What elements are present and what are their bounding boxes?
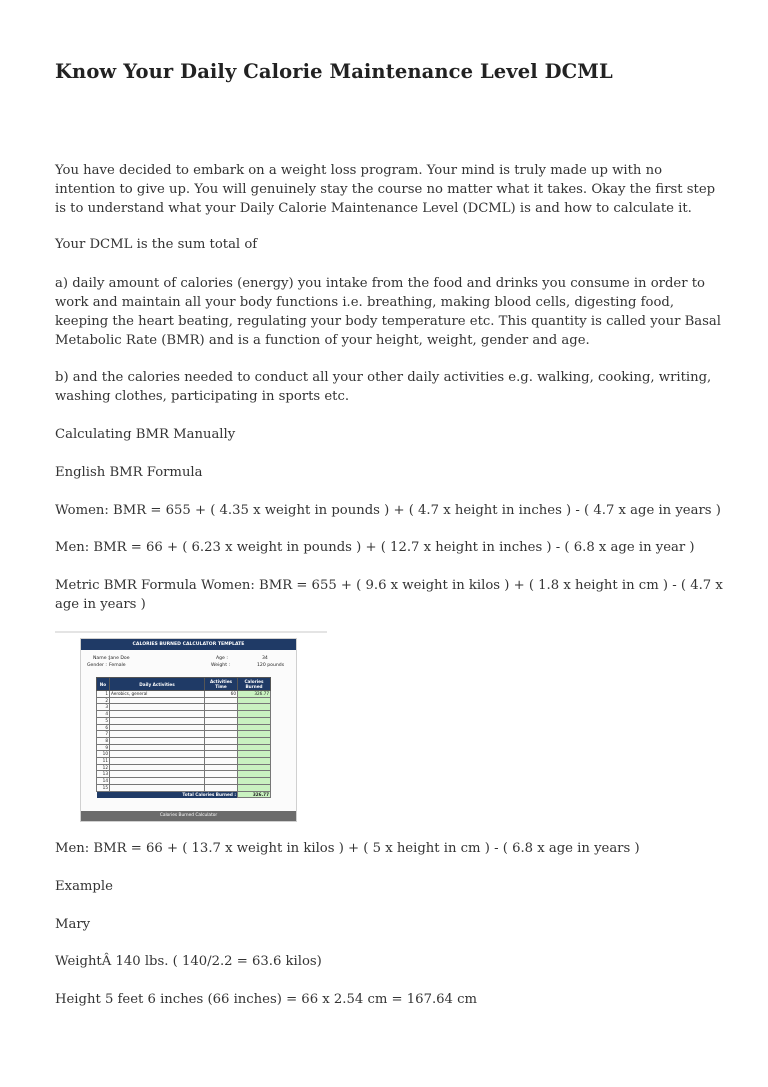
time-cell — [205, 751, 238, 758]
table-row — [97, 697, 271, 704]
activity-cell — [110, 778, 205, 785]
row-number: 4 — [97, 711, 110, 718]
calories-cell — [238, 758, 271, 765]
activity-cell — [110, 771, 205, 778]
col-activity-header: Daily Activities — [110, 678, 205, 691]
time-cell — [205, 711, 238, 718]
activity-cell — [110, 697, 205, 704]
table-row — [97, 731, 271, 738]
time-cell — [205, 784, 238, 791]
row-number: 9 — [97, 744, 110, 751]
row-number: 8 — [97, 737, 110, 744]
bmr-definition-paragraph: a) daily amount of calories (energy) you intake from the food and drinks you consume in order to work and maintain all your body functions i.e. breathing, making blood cells, digesting food, keeping the heart beating, regulating your body temperature etc. This quantity is called your Basal Metabolic Rate (BMR) and is a function of your height, weight, gender and age. — [55, 276, 721, 348]
calculating-bmr-heading: Calculating BMR Manually — [55, 427, 236, 442]
table-row — [97, 751, 271, 758]
time-cell — [205, 731, 238, 738]
activity-cell — [110, 764, 205, 771]
table-row — [97, 724, 271, 731]
example-heading: Example — [55, 879, 113, 894]
weight-label: Weight : — [211, 663, 231, 668]
activity-cell — [110, 724, 205, 731]
gender-label: Gender : — [87, 663, 107, 668]
calories-calculator-figure — [55, 628, 327, 823]
time-cell: 60 — [205, 691, 238, 698]
row-number: 14 — [97, 778, 110, 785]
activity-cell — [110, 751, 205, 758]
weight-value: 120 pounds — [257, 663, 285, 668]
row-number: 2 — [97, 697, 110, 704]
table-row — [97, 744, 271, 751]
name-label: Name : — [93, 656, 110, 661]
row-number: 7 — [97, 731, 110, 738]
name-value: Jane Doe — [109, 656, 130, 661]
row-number: 5 — [97, 717, 110, 724]
row-number: 1 — [97, 691, 110, 698]
activity-cell — [110, 704, 205, 711]
calories-cell — [238, 771, 271, 778]
activity-cell — [110, 784, 205, 791]
row-number: 11 — [97, 758, 110, 765]
row-number: 15 — [97, 784, 110, 791]
page-title: Know Your Daily Calorie Maintenance Level DCML — [55, 60, 613, 83]
calories-cell — [238, 778, 271, 785]
calories-cell — [238, 704, 271, 711]
calories-cell — [238, 697, 271, 704]
activities-paragraph: b) and the calories needed to conduct all your other daily activities e.g. walking, cooking, writing, washing clothes, participating in sports etc. — [55, 370, 712, 404]
row-number: 12 — [97, 764, 110, 771]
time-cell — [205, 704, 238, 711]
english-formula-heading: English BMR Formula — [55, 465, 203, 480]
calories-cell — [238, 784, 271, 791]
spreadsheet-image — [80, 638, 297, 822]
time-cell — [205, 744, 238, 751]
metric-women-formula: Metric BMR Formula Women: BMR = 655 + ( 9.6 x weight in kilos ) + ( 1.8 x height in cm ) - ( 4.7 x age in years ) — [55, 578, 723, 612]
time-cell — [205, 758, 238, 765]
calories-cell — [238, 711, 271, 718]
table-row — [97, 778, 271, 785]
col-time-header: Activities Time — [205, 678, 238, 691]
table-row — [97, 737, 271, 744]
total-label: Total Calories Burned : — [110, 791, 238, 798]
activity-cell — [110, 731, 205, 738]
time-cell — [205, 764, 238, 771]
table-row — [97, 704, 271, 711]
activity-cell — [110, 711, 205, 718]
example-height: Height 5 feet 6 inches (66 inches) = 66 x 2.54 cm = 167.64 cm — [55, 992, 478, 1007]
row-number: 3 — [97, 704, 110, 711]
dcml-sum-paragraph: Your DCML is the sum total of — [55, 237, 258, 252]
calories-cell — [238, 737, 271, 744]
metric-men-formula: Men: BMR = 66 + ( 13.7 x weight in kilos ) + ( 5 x height in cm ) - ( 6.8 x age in years ) — [55, 841, 640, 856]
spreadsheet-header: CALORIES BURNED CALCULATOR TEMPLATE — [81, 639, 296, 650]
total-value: 326.77 — [238, 791, 271, 798]
women-english-formula: Women: BMR = 655 + ( 4.35 x weight in pounds ) + ( 4.7 x height in inches ) - ( 4.7 x age in years ) — [55, 503, 721, 518]
row-number: 6 — [97, 724, 110, 731]
age-label: Age : — [216, 656, 228, 661]
calories-cell: 326.77 — [238, 691, 271, 698]
time-cell — [205, 778, 238, 785]
table-row — [97, 764, 271, 771]
row-number: 13 — [97, 771, 110, 778]
calories-cell — [238, 764, 271, 771]
intro-paragraph: You have decided to embark on a weight loss program. Your mind is truly made up with no intention to give up. You will genuinely stay the course no matter what it takes. Okay the first step is to understand what your Daily Calorie Maintenance Level (DCML) is and how to calculate it. — [55, 163, 716, 216]
col-calories-header: Calories Burned — [238, 678, 271, 691]
example-weight: WeightÂ 140 lbs. ( 140/2.2 = 63.6 kilos) — [55, 954, 322, 969]
row-number: 10 — [97, 751, 110, 758]
table-row — [97, 717, 271, 724]
time-cell — [205, 737, 238, 744]
gender-value: Female — [109, 663, 126, 668]
table-row — [97, 771, 271, 778]
time-cell — [205, 697, 238, 704]
example-name: Mary — [55, 917, 91, 932]
activity-cell — [110, 717, 205, 724]
spreadsheet-footer: Calories Burned Calculator — [81, 811, 296, 821]
col-no-header: No — [97, 678, 110, 691]
calories-cell — [238, 724, 271, 731]
time-cell — [205, 724, 238, 731]
activity-cell — [110, 758, 205, 765]
activity-cell: Aerobics, general — [110, 691, 205, 698]
activity-cell — [110, 737, 205, 744]
activity-cell — [110, 744, 205, 751]
time-cell — [205, 717, 238, 724]
table-row — [97, 784, 271, 791]
table-row — [97, 711, 271, 718]
calories-cell — [238, 717, 271, 724]
calories-cell — [238, 731, 271, 738]
table-row — [97, 691, 271, 698]
figure-divider — [55, 631, 327, 633]
age-value: 34 — [262, 656, 268, 661]
time-cell — [205, 771, 238, 778]
table-row — [97, 758, 271, 765]
calories-cell — [238, 744, 271, 751]
activities-table — [96, 677, 271, 798]
men-english-formula: Men: BMR = 66 + ( 6.23 x weight in pounds ) + ( 12.7 x height in inches ) - ( 6.8 x age in year ) — [55, 540, 695, 555]
calories-cell — [238, 751, 271, 758]
